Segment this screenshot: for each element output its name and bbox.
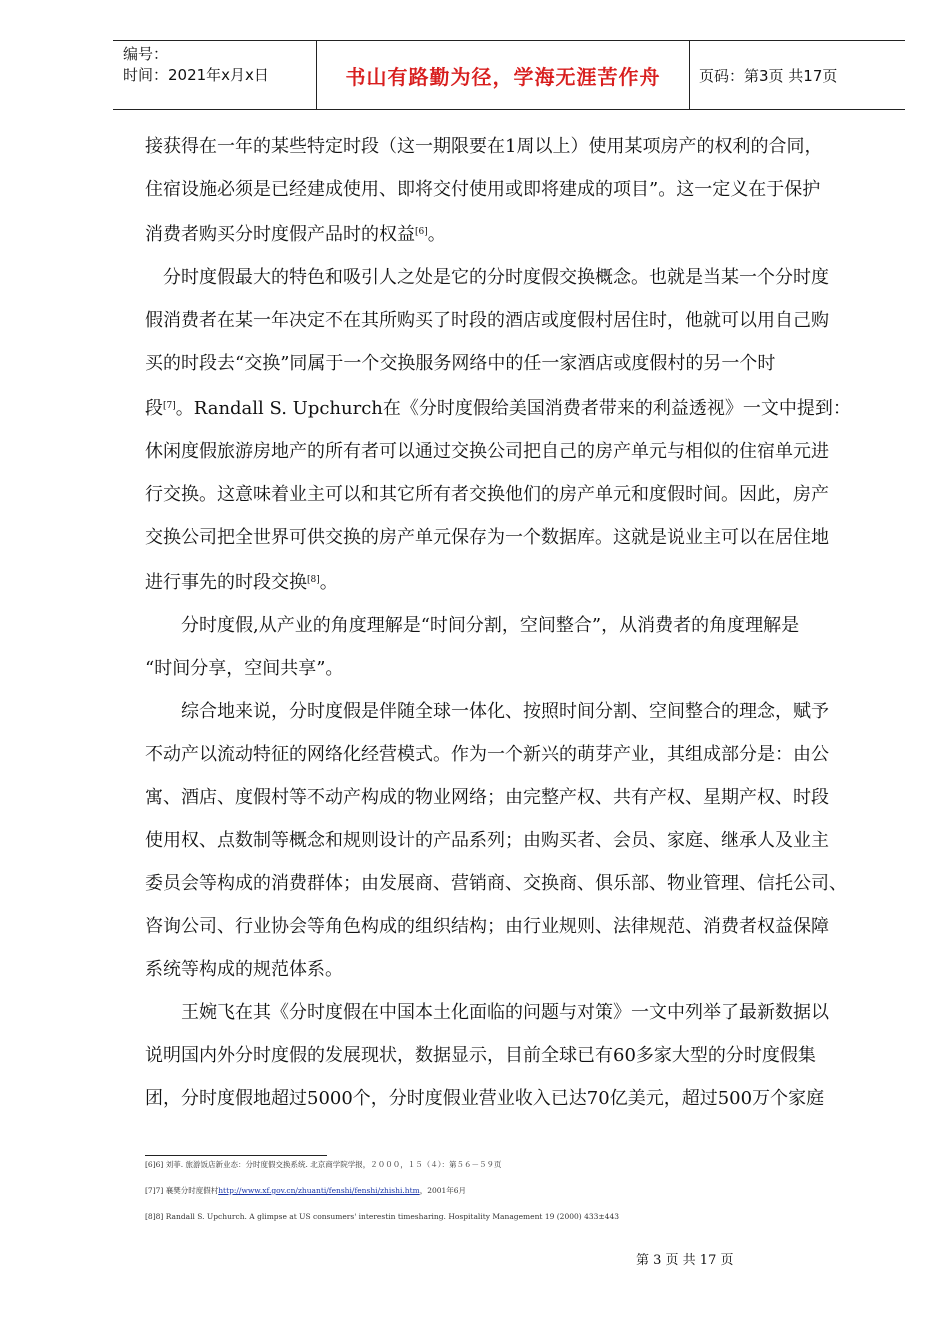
footnote-text: 襄樊分时度假村 xyxy=(165,1186,219,1195)
footnote-text: 刘菲. 旅游饭店新业态：分时度假交换系统. 北京商学院学报，２０００，１５（４）：第５６－５９页 xyxy=(165,1160,502,1169)
body-text: 。 xyxy=(427,224,446,245)
body-line: 说明国内外分时度假的发展现状，数据显示，目前全球已有60多家大型的分时度假集 xyxy=(145,1045,816,1066)
footnote-link[interactable]: http://www.xf.gov.cn/zhuanti/fenshi/fenshi/zhishi.htm xyxy=(218,1186,420,1195)
footnote-mark: [7]7] xyxy=(145,1186,164,1195)
body-line: 综合地来说，分时度假是伴随全球一体化、按照时间分割、空间整合的理念，赋予 xyxy=(181,701,829,722)
footnote-item xyxy=(145,1211,905,1237)
footnote-separator xyxy=(145,1155,327,1156)
body-line: 行交换。这意味着业主可以和其它所有者交换他们的房产单元和度假时间。因此，房产 xyxy=(145,484,829,505)
header-motto: 书山有路勤为径，学海无涯苦作舟 xyxy=(316,41,690,109)
footnote-mark: [6]6] xyxy=(145,1160,164,1169)
footnote-item xyxy=(145,1185,905,1211)
body-line: 王婉飞在其《分时度假在中国本土化面临的问题与对策》一文中列举了最新数据以 xyxy=(181,1002,829,1023)
body-line: 寓、酒店、度假村等不动产构成的物业网络；由完整产权、共有产权、星期产权、时段 xyxy=(145,787,829,808)
body-line: 咨询公司、行业协会等角色构成的组织结构；由行业规则、法律规范、消费者权益保障 xyxy=(145,916,829,937)
body-line: 买的时段去“交换”同属于一个交换服务网络中的任一家酒店或度假村的另一个时 xyxy=(145,353,776,374)
body-line: 使用权、点数制等概念和规则设计的产品系列；由购买者、会员、家庭、继承人及业主 xyxy=(145,830,829,851)
body-line: 分时度假,从产业的角度理解是“时间分割，空间整合”，从消费者的角度理解是 xyxy=(181,615,800,636)
body-text: 进行事先的时段交换 xyxy=(145,572,307,593)
body-text: 消费者购买分时度假产品时的权益 xyxy=(145,224,415,245)
body-text: 。Randall S. Upchurch在《分时度假给美国消费者带来的利益透视》一文中提到： xyxy=(175,398,851,419)
header-number: 编号： xyxy=(123,45,169,63)
body-line: “时间分享，空间共享”。 xyxy=(145,658,344,679)
footnote-ref[interactable]: [6] xyxy=(415,227,428,237)
footnote-text: ，2001年6月 xyxy=(419,1186,467,1195)
body-line: 接获得在一年的某些特定时段（这一期限要在1周以上）使用某项房产的权利的合同， xyxy=(145,136,823,157)
body-line: 团，分时度假地超过5000个，分时度假业营业收入已达70亿美元，超过500万个家庭 xyxy=(145,1088,825,1109)
body-line xyxy=(145,211,887,256)
page-footer-number: 第 3 页 共 17 页 xyxy=(636,1253,734,1268)
body-line xyxy=(145,559,887,604)
footnote-mark: [8]8] xyxy=(145,1212,164,1221)
footnote-ref[interactable]: [8] xyxy=(307,575,320,585)
body-line: 假消费者在某一年决定不在其所购买了时段的酒店或度假村居住时，他就可以用自己购 xyxy=(145,310,829,331)
header-page-number: 页码：第3页 共17页 xyxy=(699,66,838,85)
body-line xyxy=(145,385,887,430)
footnote-ref[interactable]: [7] xyxy=(163,401,176,411)
body-line: 委员会等构成的消费群体；由发展商、营销商、交换商、俱乐部、物业管理、信托公司、 xyxy=(145,873,847,894)
body-line: 休闲度假旅游房地产的所有者可以通过交换公司把自己的房产单元与相似的住宿单元进 xyxy=(145,441,829,462)
body-line: 交换公司把全世界可供交换的房产单元保存为一个数据库。这就是说业主可以在居住地 xyxy=(145,527,829,548)
body-line: 分时度假最大的特色和吸引人之处是它的分时度假交换概念。也就是当某一个分时度 xyxy=(163,267,829,288)
footnote-text: Randall S. Upchurch. A glimpse at US consumers' interestin timesharing. Hospitality Management 19 (2000) 433±443 xyxy=(165,1212,619,1221)
footnote-item xyxy=(145,1159,905,1185)
page-header xyxy=(113,40,905,110)
body-line: 住宿设施必须是已经建成使用、即将交付使用或即将建成的项目”。这一定义在于保护 xyxy=(145,179,821,200)
header-meta xyxy=(113,41,316,109)
body-text: 。 xyxy=(319,572,338,593)
body-line: 系统等构成的规范体系。 xyxy=(145,959,343,980)
document-body xyxy=(145,125,887,1120)
footnotes xyxy=(145,1159,905,1237)
header-time: 时间：2021年x月x日 xyxy=(123,66,269,84)
body-text: 段 xyxy=(145,398,163,419)
body-line: 不动产以流动特征的网络化经营模式。作为一个新兴的萌芽产业，其组成部分是：由公 xyxy=(145,744,829,765)
